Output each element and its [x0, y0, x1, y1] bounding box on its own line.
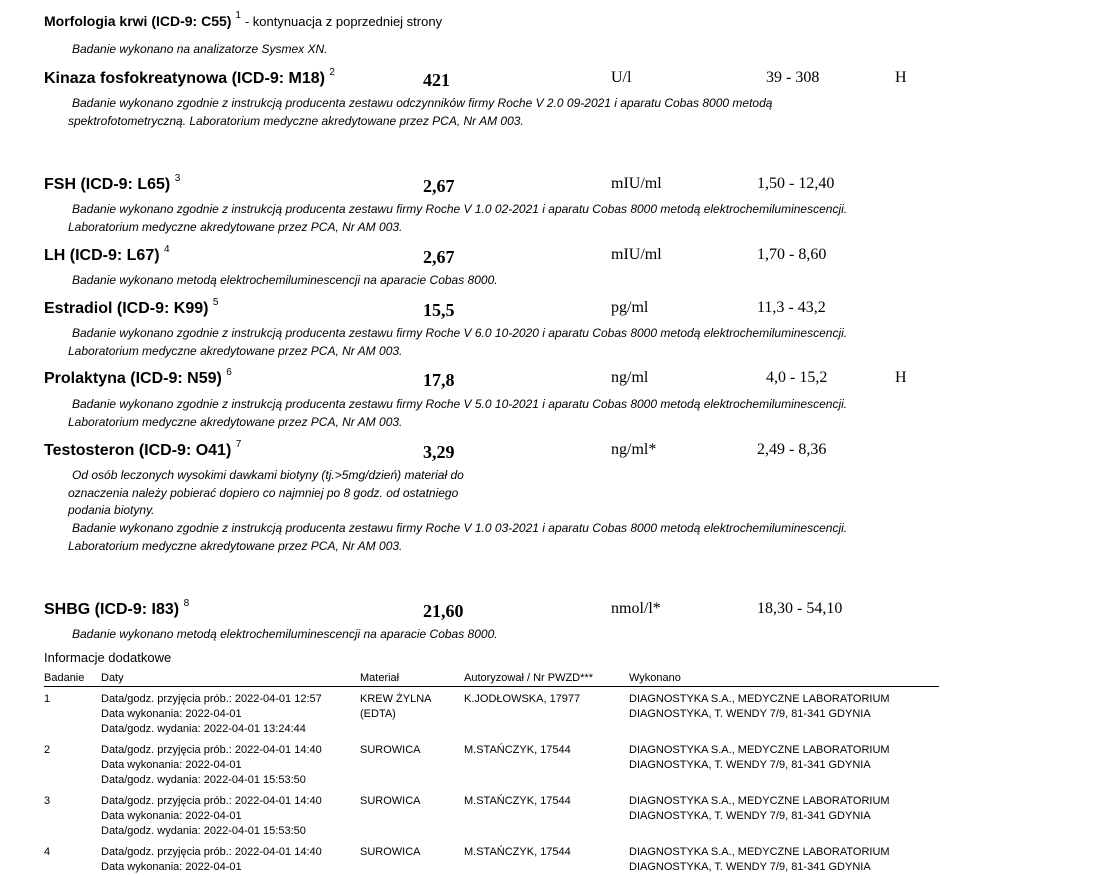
- reference-range: 11,3 - 43,2: [757, 299, 826, 316]
- section-note: Badanie wykonano na analizatorze Sysmex XN.: [72, 42, 328, 56]
- cell-wykonano-line: DIAGNOSTYKA S.A., MEDYCZNE LABORATORIUM: [629, 693, 890, 705]
- cell-daty: [101, 692, 322, 737]
- test-note: Badanie wykonano metodą elektrochemiluminescencji na aparacie Cobas 8000.: [72, 273, 498, 287]
- cell-daty-line: Data wykonania: 2022-04-01: [101, 759, 242, 771]
- cell-material-line: SUROWICA: [360, 795, 421, 807]
- test-name: [44, 66, 335, 88]
- cell-badanie: 2: [44, 744, 51, 756]
- cell-material: [360, 692, 432, 722]
- test-name: [44, 438, 242, 460]
- test-note: Badanie wykonano zgodnie z instrukcją producenta zestawu odczynników firmy Roche V 2.0 09-2021 i aparatu Cobas 8000 metodą: [72, 96, 773, 110]
- cell-autoryzowal: M.STAŃCZYK, 17544: [464, 795, 571, 807]
- cell-wykonano-line: DIAGNOSTYKA S.A., MEDYCZNE LABORATORIUM: [629, 744, 890, 756]
- cell-wykonano-line: DIAGNOSTYKA, T. WENDY 7/9, 81-341 GDYNIA: [629, 759, 871, 771]
- test-name-text: SHBG (ICD-9: I83): [44, 601, 180, 618]
- test-name: [44, 296, 219, 318]
- cell-material: [360, 743, 421, 758]
- cell-wykonano-line: DIAGNOSTYKA, T. WENDY 7/9, 81-341 GDYNIA: [629, 810, 871, 822]
- cell-daty-line: Data/godz. wydania: 2022-04-01 15:53:50: [101, 825, 306, 837]
- cell-material-line: SUROWICA: [360, 846, 421, 858]
- section-title-text: Morfologia krwi (ICD-9: C55): [44, 13, 232, 29]
- cell-material-line: (EDTA): [360, 708, 396, 720]
- cell-wykonano: [629, 845, 890, 875]
- cell-material-line: SUROWICA: [360, 744, 421, 756]
- test-note: Badanie wykonano zgodnie z instrukcją producenta zestawu firmy Roche V 5.0 10-2021 i aparatu Cobas 8000 metodą elektrochemiluminescencji.: [72, 397, 848, 411]
- cell-autoryzowal: K.JODŁOWSKA, 17977: [464, 693, 581, 705]
- footnote-ref: 6: [226, 366, 232, 378]
- result-value: 15,5: [423, 300, 455, 320]
- reference-range: 18,30 - 54,10: [757, 600, 843, 617]
- footnote-ref: 3: [174, 172, 181, 184]
- footnote-ref: 1: [235, 10, 241, 22]
- cell-wykonano-line: DIAGNOSTYKA S.A., MEDYCZNE LABORATORIUM: [629, 846, 890, 858]
- test-note: Badanie wykonano metodą elektrochemiluminescencji na aparacie Cobas 8000.: [72, 627, 498, 641]
- test-name: [44, 243, 170, 265]
- cell-daty: [101, 743, 322, 788]
- reference-range: 2,49 - 8,36: [757, 441, 827, 458]
- cell-daty-line: Data wykonania: 2022-04-01: [101, 810, 242, 822]
- test-name-text: Prolaktyna (ICD-9: N59): [44, 370, 222, 387]
- cell-wykonano-line: DIAGNOSTYKA, T. WENDY 7/9, 81-341 GDYNIA: [629, 708, 871, 720]
- footnote-ref: 2: [329, 66, 335, 78]
- col-header-daty: Daty: [101, 672, 124, 684]
- cell-daty-line: Data/godz. przyjęcia prób.: 2022-04-01 14:40: [101, 744, 322, 756]
- test-note: Laboratorium medyczne akredytowane przez PCA, Nr AM 003.: [68, 415, 403, 429]
- cell-material: [360, 845, 421, 860]
- cell-daty-line: Data/godz. wydania: 2022-04-01 15:53:50: [101, 774, 306, 786]
- cell-material-line: KREW ŻYLNA: [360, 693, 432, 705]
- cell-daty-line: Data wykonania: 2022-04-01: [101, 861, 242, 873]
- test-name: [44, 597, 190, 619]
- footnote-ref: 8: [183, 597, 190, 609]
- reference-range: 4,0 - 15,2: [766, 369, 828, 386]
- col-header-badanie: Badanie: [44, 672, 85, 684]
- cell-badanie: 4: [44, 846, 51, 858]
- cell-daty-line: Data/godz. przyjęcia prób.: 2022-04-01 12:57: [101, 693, 322, 705]
- result-unit: mIU/ml: [611, 246, 662, 263]
- result-unit: nmol/l*: [611, 600, 661, 617]
- cell-wykonano: [629, 794, 890, 824]
- test-note: spektrofotometryczną. Laboratorium medyczne akredytowane przez PCA, Nr AM 003.: [68, 114, 524, 128]
- test-name-text: Testosteron (ICD-9: O41): [44, 442, 232, 459]
- result-value: 2,67: [423, 176, 455, 196]
- cell-autoryzowal: M.STAŃCZYK, 17544: [464, 744, 571, 756]
- test-note: Od osób leczonych wysokimi dawkami biotyny (tj.>5mg/dzień) materiał do: [72, 468, 464, 482]
- test-name: [44, 366, 232, 388]
- test-name-text: Estradiol (ICD-9: K99): [44, 300, 209, 317]
- test-note: Laboratorium medyczne akredytowane przez PCA, Nr AM 003.: [68, 220, 403, 234]
- result-unit: U/l: [611, 69, 632, 86]
- result-value: 17,8: [423, 370, 455, 390]
- test-note: Badanie wykonano zgodnie z instrukcją producenta zestawu firmy Roche V 1.0 02-2021 i aparatu Cobas 8000 metodą elektrochemiluminescencji.: [72, 202, 848, 216]
- test-name-text: LH (ICD-9: L67): [44, 247, 160, 264]
- cell-daty-line: Data/godz. przyjęcia prób.: 2022-04-01 14:40: [101, 795, 322, 807]
- table-divider: [44, 686, 939, 687]
- cell-wykonano-line: DIAGNOSTYKA S.A., MEDYCZNE LABORATORIUM: [629, 795, 890, 807]
- footnote-ref: 7: [235, 438, 242, 450]
- result-unit: mIU/ml: [611, 175, 662, 192]
- continuation-text: - kontynuacja z poprzedniej strony: [244, 14, 443, 29]
- cell-badanie: 3: [44, 795, 51, 807]
- test-note: Laboratorium medyczne akredytowane przez PCA, Nr AM 003.: [68, 344, 403, 358]
- cell-wykonano: [629, 692, 890, 722]
- test-note: Badanie wykonano zgodnie z instrukcją producenta zestawu firmy Roche V 6.0 10-2020 i aparatu Cobas 8000 metodą elektrochemiluminescencji.: [72, 326, 848, 340]
- reference-range: 1,50 - 12,40: [757, 175, 835, 192]
- test-note: oznaczenia należy pobierać dopiero co najmniej po 8 godz. od ostatniego: [68, 486, 459, 500]
- info-title: Informacje dodatkowe: [44, 650, 172, 665]
- footnote-ref: 4: [164, 243, 170, 255]
- cell-daty: [101, 794, 322, 839]
- test-note: Laboratorium medyczne akredytowane przez PCA, Nr AM 003.: [68, 539, 403, 553]
- cell-autoryzowal: M.STAŃCZYK, 17544: [464, 846, 571, 858]
- cell-wykonano: [629, 743, 890, 773]
- footnote-ref: 5: [212, 296, 219, 308]
- section-title: [44, 10, 443, 29]
- result-value: 21,60: [423, 601, 464, 621]
- test-name: [44, 172, 181, 194]
- test-name-text: Kinaza fosfokreatynowa (ICD-9: M18): [44, 70, 325, 87]
- result-flag: H: [895, 69, 907, 86]
- cell-daty-line: Data wykonania: 2022-04-01: [101, 708, 242, 720]
- reference-range: 1,70 - 8,60: [757, 246, 827, 263]
- cell-daty-line: Data/godz. wydania: 2022-04-01 13:24:44: [101, 723, 306, 735]
- cell-daty-line: Data/godz. przyjęcia prób.: 2022-04-01 14:40: [101, 846, 322, 858]
- result-value: 421: [423, 70, 450, 90]
- result-value: 2,67: [423, 247, 455, 267]
- col-header-autoryzowal: Autoryzował / Nr PWZD***: [464, 672, 593, 684]
- test-note: Badanie wykonano zgodnie z instrukcją producenta zestawu firmy Roche V 1.0 03-2021 i aparatu Cobas 8000 metodą elektrochemiluminescencji.: [72, 521, 848, 535]
- cell-badanie: 1: [44, 693, 51, 705]
- cell-daty: [101, 845, 322, 875]
- col-header-material: Materiał: [360, 672, 400, 684]
- col-header-wykonano: Wykonano: [629, 672, 681, 684]
- cell-wykonano-line: DIAGNOSTYKA, T. WENDY 7/9, 81-341 GDYNIA: [629, 861, 871, 873]
- result-value: 3,29: [423, 442, 455, 462]
- result-unit: ng/ml: [611, 369, 649, 386]
- test-note: podania biotyny.: [68, 503, 155, 517]
- test-name-text: FSH (ICD-9: L65): [44, 176, 171, 193]
- reference-range: 39 - 308: [766, 69, 820, 86]
- result-flag: H: [895, 369, 907, 386]
- result-unit: pg/ml: [611, 299, 649, 316]
- cell-material: [360, 794, 421, 809]
- result-unit: ng/ml*: [611, 441, 657, 458]
